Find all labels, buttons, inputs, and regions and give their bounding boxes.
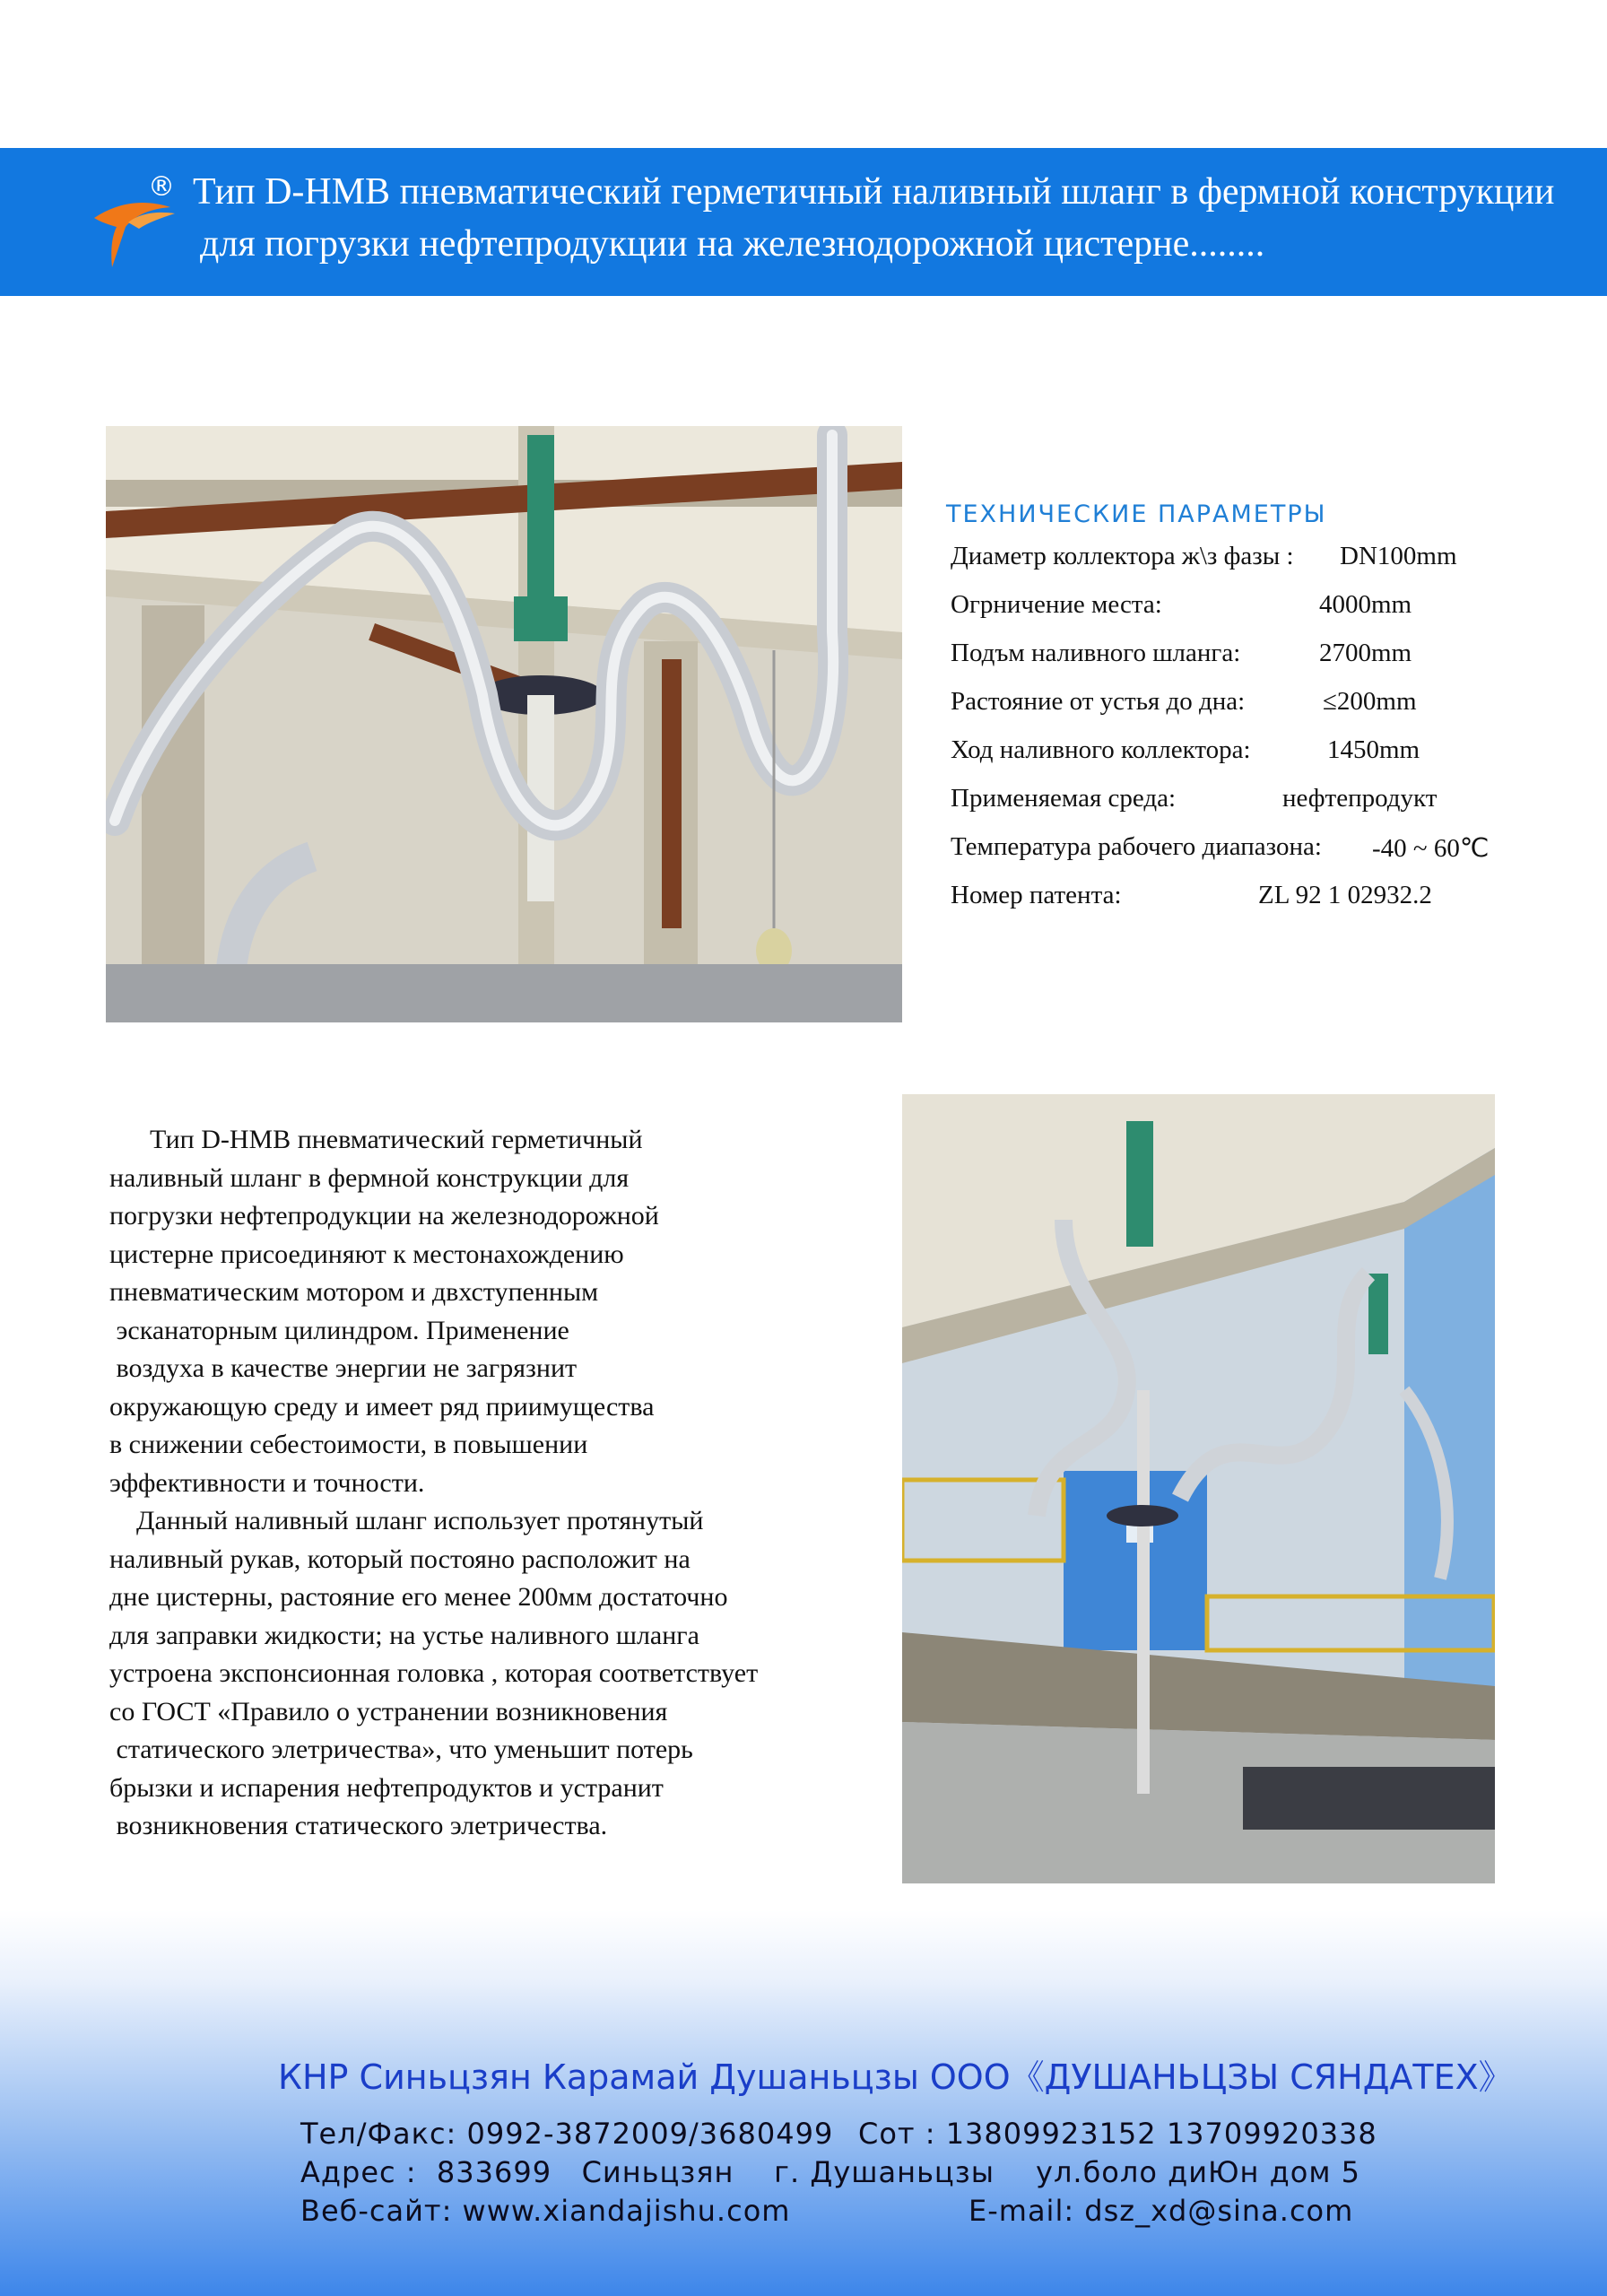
address-street: ул.боло диЮн дом 5 xyxy=(1036,2155,1361,2189)
body-line: пневматическим мотором и двхступенным xyxy=(109,1277,599,1307)
param-value: DN100mm xyxy=(1340,542,1457,570)
param-value: 1450mm xyxy=(1327,735,1420,764)
body-line: окружающую среду и имеет ряд приимущества xyxy=(109,1391,655,1422)
param-row xyxy=(951,784,1438,813)
param-row xyxy=(951,639,1412,668)
body-line: эффективности и точности. xyxy=(109,1467,425,1498)
param-row xyxy=(951,687,1417,717)
registered-mark: ® xyxy=(148,171,175,203)
body-line: эсканаторным цилиндром. Применение xyxy=(109,1315,569,1345)
header-title-line1: Тип D-HMB пневматический герметичный наливный шланг в фермной конструкции xyxy=(193,171,1555,213)
param-label: Ход наливного коллектора: xyxy=(951,735,1251,764)
footer-gradient xyxy=(0,1910,1607,2296)
param-row xyxy=(951,590,1412,620)
param-label: Огрничение места: xyxy=(951,590,1162,619)
param-label: Номер патента: xyxy=(951,881,1122,909)
param-row xyxy=(951,832,1490,863)
param-value: -40 ~ 60℃ xyxy=(1372,834,1490,863)
loading-arm-photo-1 xyxy=(106,426,902,1022)
body-line: дне цистерны, растояние его менее 200мм достаточно xyxy=(109,1582,728,1612)
param-row xyxy=(951,542,1457,571)
body-line: для заправки жидкости; на устье наливного шланга xyxy=(109,1620,699,1650)
body-line: Тип D-HMB пневматический герметичный xyxy=(109,1125,643,1154)
body-line: Данный наливный шланг использует протянутый xyxy=(109,1506,704,1535)
description-text xyxy=(109,1121,890,1846)
body-line: устроена экспонсионная головка , которая соответствует xyxy=(109,1658,759,1688)
mobile-phone: Сот : 13809923152 13709920338 xyxy=(858,2117,1377,2151)
body-line: в снижении себестоимости, в повышении xyxy=(109,1430,588,1459)
loading-rack-photo-2 xyxy=(902,1094,1495,1883)
param-row xyxy=(951,881,1432,910)
param-label: Подъм наливного шланга: xyxy=(951,639,1241,667)
body-line: статического элетричества», что уменьшит потерь xyxy=(109,1735,693,1764)
email[interactable]: E-mail: dsz_xd@sina.com xyxy=(969,2194,1354,2228)
param-value: ≤200mm xyxy=(1323,687,1417,716)
tech-params-title: ТЕХНИЧЕСКИЕ ПАРАМЕТРЫ xyxy=(946,500,1327,528)
param-value: нефтепродукт xyxy=(1282,784,1438,813)
body-line: цистерне присоединяют к местонахождению xyxy=(109,1239,624,1269)
param-label: Растояние от устья до дна: xyxy=(951,687,1246,716)
body-line: брызки и испарения нефтепродуктов и устранит xyxy=(109,1772,664,1803)
body-line: воздуха в качестве энергии не загрязнит xyxy=(109,1353,578,1383)
body-line: наливный рукав, который постояно расположит на xyxy=(109,1544,691,1574)
body-line: возникновения статического элетричества. xyxy=(109,1811,608,1840)
param-row xyxy=(951,735,1420,765)
company-logo-icon xyxy=(85,173,193,272)
body-line: наливный шланг в фермной конструкции для xyxy=(109,1162,630,1193)
param-label: Температура рабочего диапазона: xyxy=(951,832,1322,861)
header-title-line2: для погрузки нефтепродукции на железнодорожной цистерне........ xyxy=(200,223,1265,265)
website[interactable]: Веб-сайт: www.xiandajishu.com xyxy=(300,2194,791,2228)
phone-fax: Тел/Факс: 0992-3872009/3680499 xyxy=(300,2117,834,2151)
address: Адрес : 833699 Синьцзян г. Душаньцзы xyxy=(300,2155,995,2189)
param-label: Диаметр коллектора ж\з фазы : xyxy=(951,542,1294,570)
header-band xyxy=(0,148,1607,296)
param-label: Применяемая среда: xyxy=(951,784,1177,813)
body-line: погрузки нефтепродукции на железнодорожной xyxy=(109,1201,659,1231)
param-value: 4000mm xyxy=(1319,590,1412,619)
param-value: ZL 92 1 02932.2 xyxy=(1258,881,1432,909)
param-value: 2700mm xyxy=(1319,639,1412,667)
company-name: КНР Синьцзян Карамай Душаньцзы ООО《ДУШАНЬЦЗЫ СЯНДАТЕХ》 xyxy=(278,2057,1513,2097)
body-line: со ГОСТ «Правило о устранении возникновения xyxy=(109,1696,668,1726)
